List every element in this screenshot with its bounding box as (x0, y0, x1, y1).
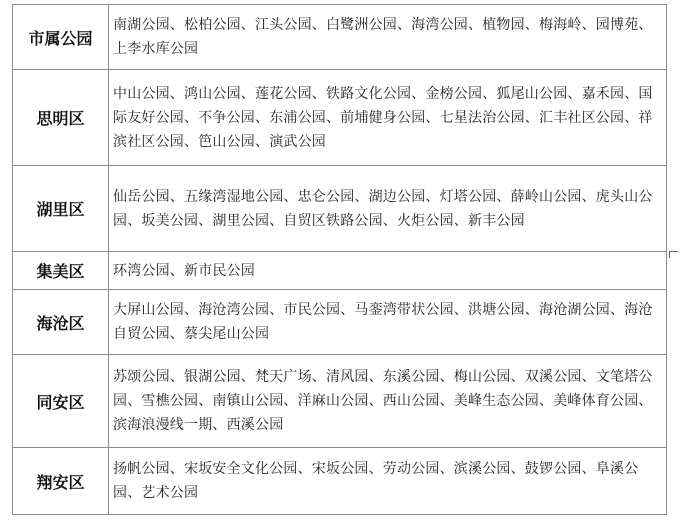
district-name: 市属公园 (13, 5, 109, 70)
park-list: 扬帆公园、宋坂安全文化公园、宋坂公园、劳动公园、滨溪公园、鼓锣公园、阜溪公园、艺术公园 (109, 448, 667, 515)
table-row (13, 448, 667, 515)
table-row (13, 166, 667, 252)
park-list: 环湾公园、新市民公园 (109, 252, 667, 290)
district-name: 思明区 (13, 70, 109, 166)
park-list: 苏颂公园、银湖公园、梵天广场、清风园、东溪公园、梅山公园、双溪公园、文笔塔公园、雪樵公园、南镇山公园、洋麻山公园、西山公园、美峰生态公园、美峰体育公园、滨海浪漫线一期、西溪公园 (109, 355, 667, 448)
park-list: 中山公园、鸿山公园、莲花公园、铁路文化公园、金榜公园、狐尾山公园、嘉禾园、国际友好公园、不争公园、东浦公园、前埔健身公园、七星法治公园、汇丰社区公园、祥滨社区公园、笆山公园、演武公园 (109, 70, 667, 166)
park-list: 仙岳公园、五缘湾湿地公园、忠仑公园、湖边公园、灯塔公园、薛岭山公园、虎头山公园、坂美公园、湖里公园、自贸区铁路公园、火炬公园、新丰公园 (109, 166, 667, 252)
park-list: 大屏山公园、海沧湾公园、市民公园、马銮湾带状公园、洪塘公园、海沧湖公园、海沧自贸公园、蔡尖尾山公园 (109, 290, 667, 355)
district-name: 翔安区 (13, 448, 109, 515)
district-name: 同安区 (13, 355, 109, 448)
table-row (13, 5, 667, 70)
table-row (13, 290, 667, 355)
table-row (13, 70, 667, 166)
table-row (13, 355, 667, 448)
district-name: 海沧区 (13, 290, 109, 355)
parks-table (12, 4, 667, 515)
edge-mark (669, 251, 678, 258)
district-name: 集美区 (13, 252, 109, 290)
park-list: 南湖公园、松柏公园、江头公园、白鹭洲公园、海湾公园、植物园、梅海岭、园博苑、上李水库公园 (109, 5, 667, 70)
district-name: 湖里区 (13, 166, 109, 252)
table-row (13, 252, 667, 290)
